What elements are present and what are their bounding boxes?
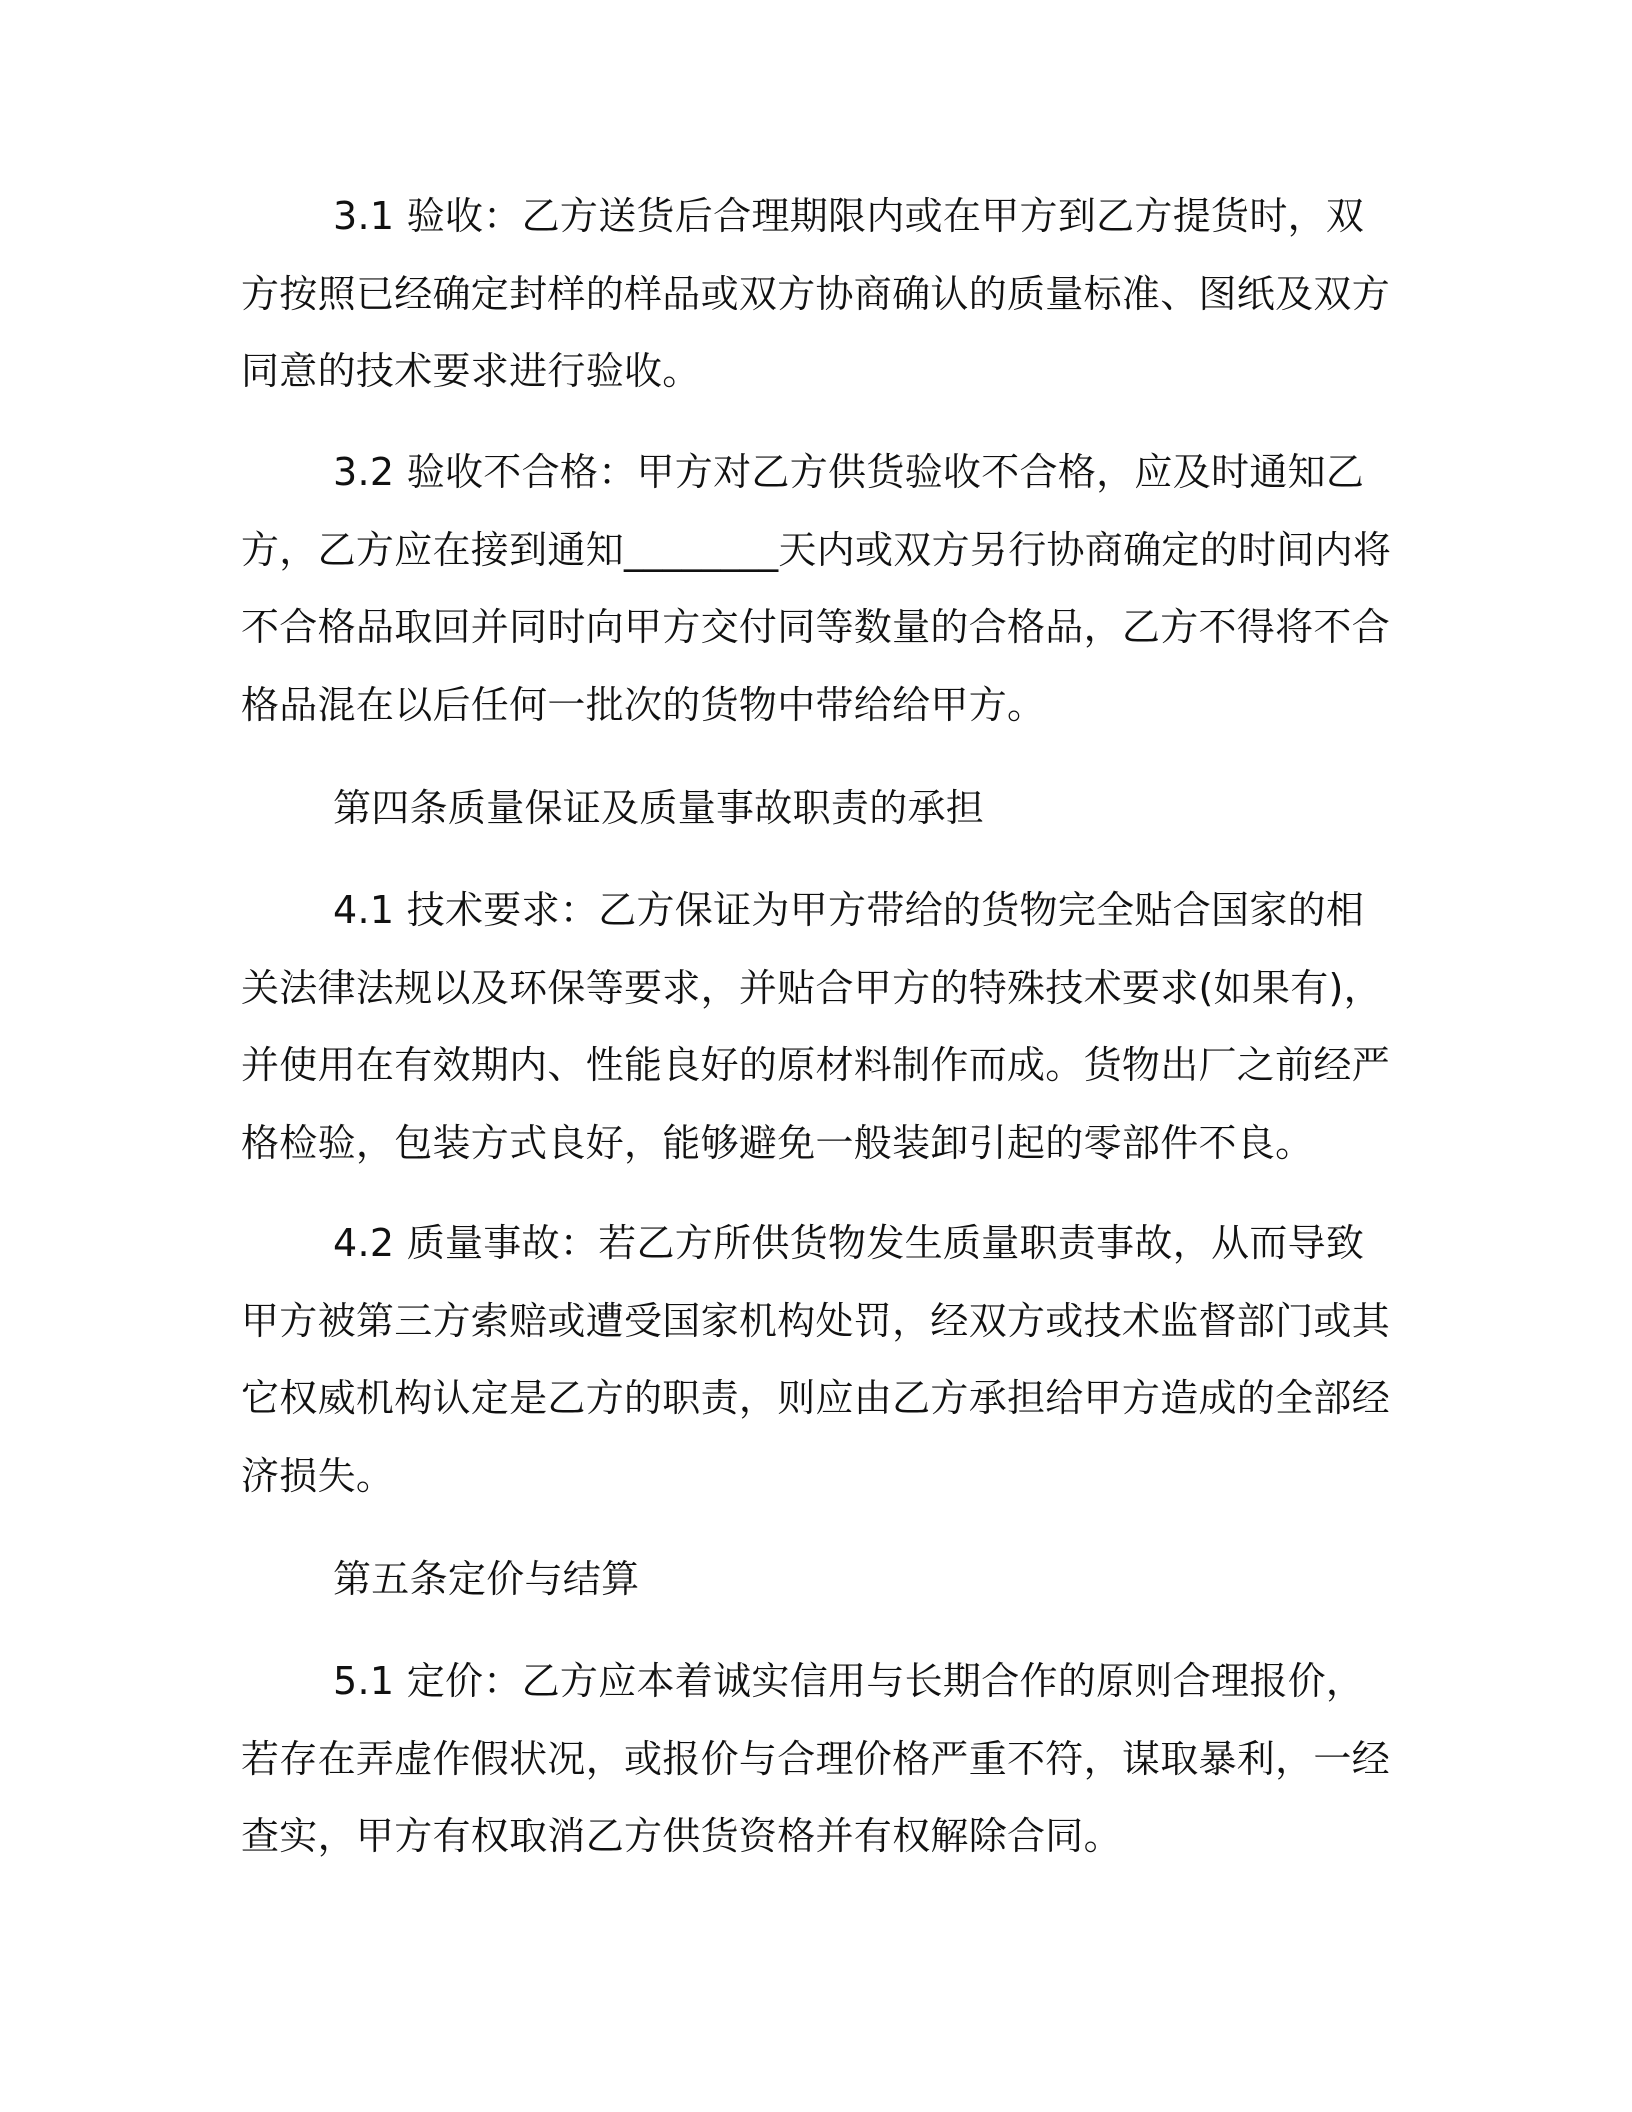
clause-3-2-paragraph: 3.2 验收不合格：甲方对乙方供货验收不合格，应及时通知乙方，乙方应在接到通知________天内或双方另行协商确定的时间内将不合格品取回并同时向甲方交付同等数量的合格品，乙方不得将不合格品混在以后任何一批次的货物中带给给甲方。 bbox=[241, 450, 1392, 727]
clause-3-1-paragraph: 3.1 验收：乙方送货后合理期限内或在甲方到乙方提货时，双方按照已经确定封样的样品或双方协商确认的质量标准、图纸及双方同意的技术要求进行验收。 bbox=[241, 194, 1391, 393]
article-5-heading: 第五条定价与结算 bbox=[333, 1557, 640, 1601]
clause-4-2-paragraph: 4.2 质量事故：若乙方所供货物发生质量职责事故，从而导致甲方被第三方索赔或遭受国家机构处罚，经双方或技术监督部门或其它权威机构认定是乙方的职责，则应由乙方承担给甲方造成的全部经济损失。 bbox=[241, 1221, 1391, 1498]
clause-4-1-paragraph: 4.1 技术要求：乙方保证为甲方带给的货物完全贴合国家的相关法律法规以及环保等要求，并贴合甲方的特殊技术要求(如果有)，并使用在有效期内、性能良好的原材料制作而成。货物出厂之前经严格检验，包装方式良好，能够避免一般装卸引起的零部件不良。 bbox=[241, 888, 1391, 1165]
clause-5-1-paragraph: 5.1 定价：乙方应本着诚实信用与长期合作的原则合理报价，若存在弄虚作假状况，或报价与合理价格严重不符，谋取暴利，一经查实，甲方有权取消乙方供货资格并有权解除合同。 bbox=[241, 1659, 1391, 1858]
article-4-heading: 第四条质量保证及质量事故职责的承担 bbox=[333, 786, 985, 830]
